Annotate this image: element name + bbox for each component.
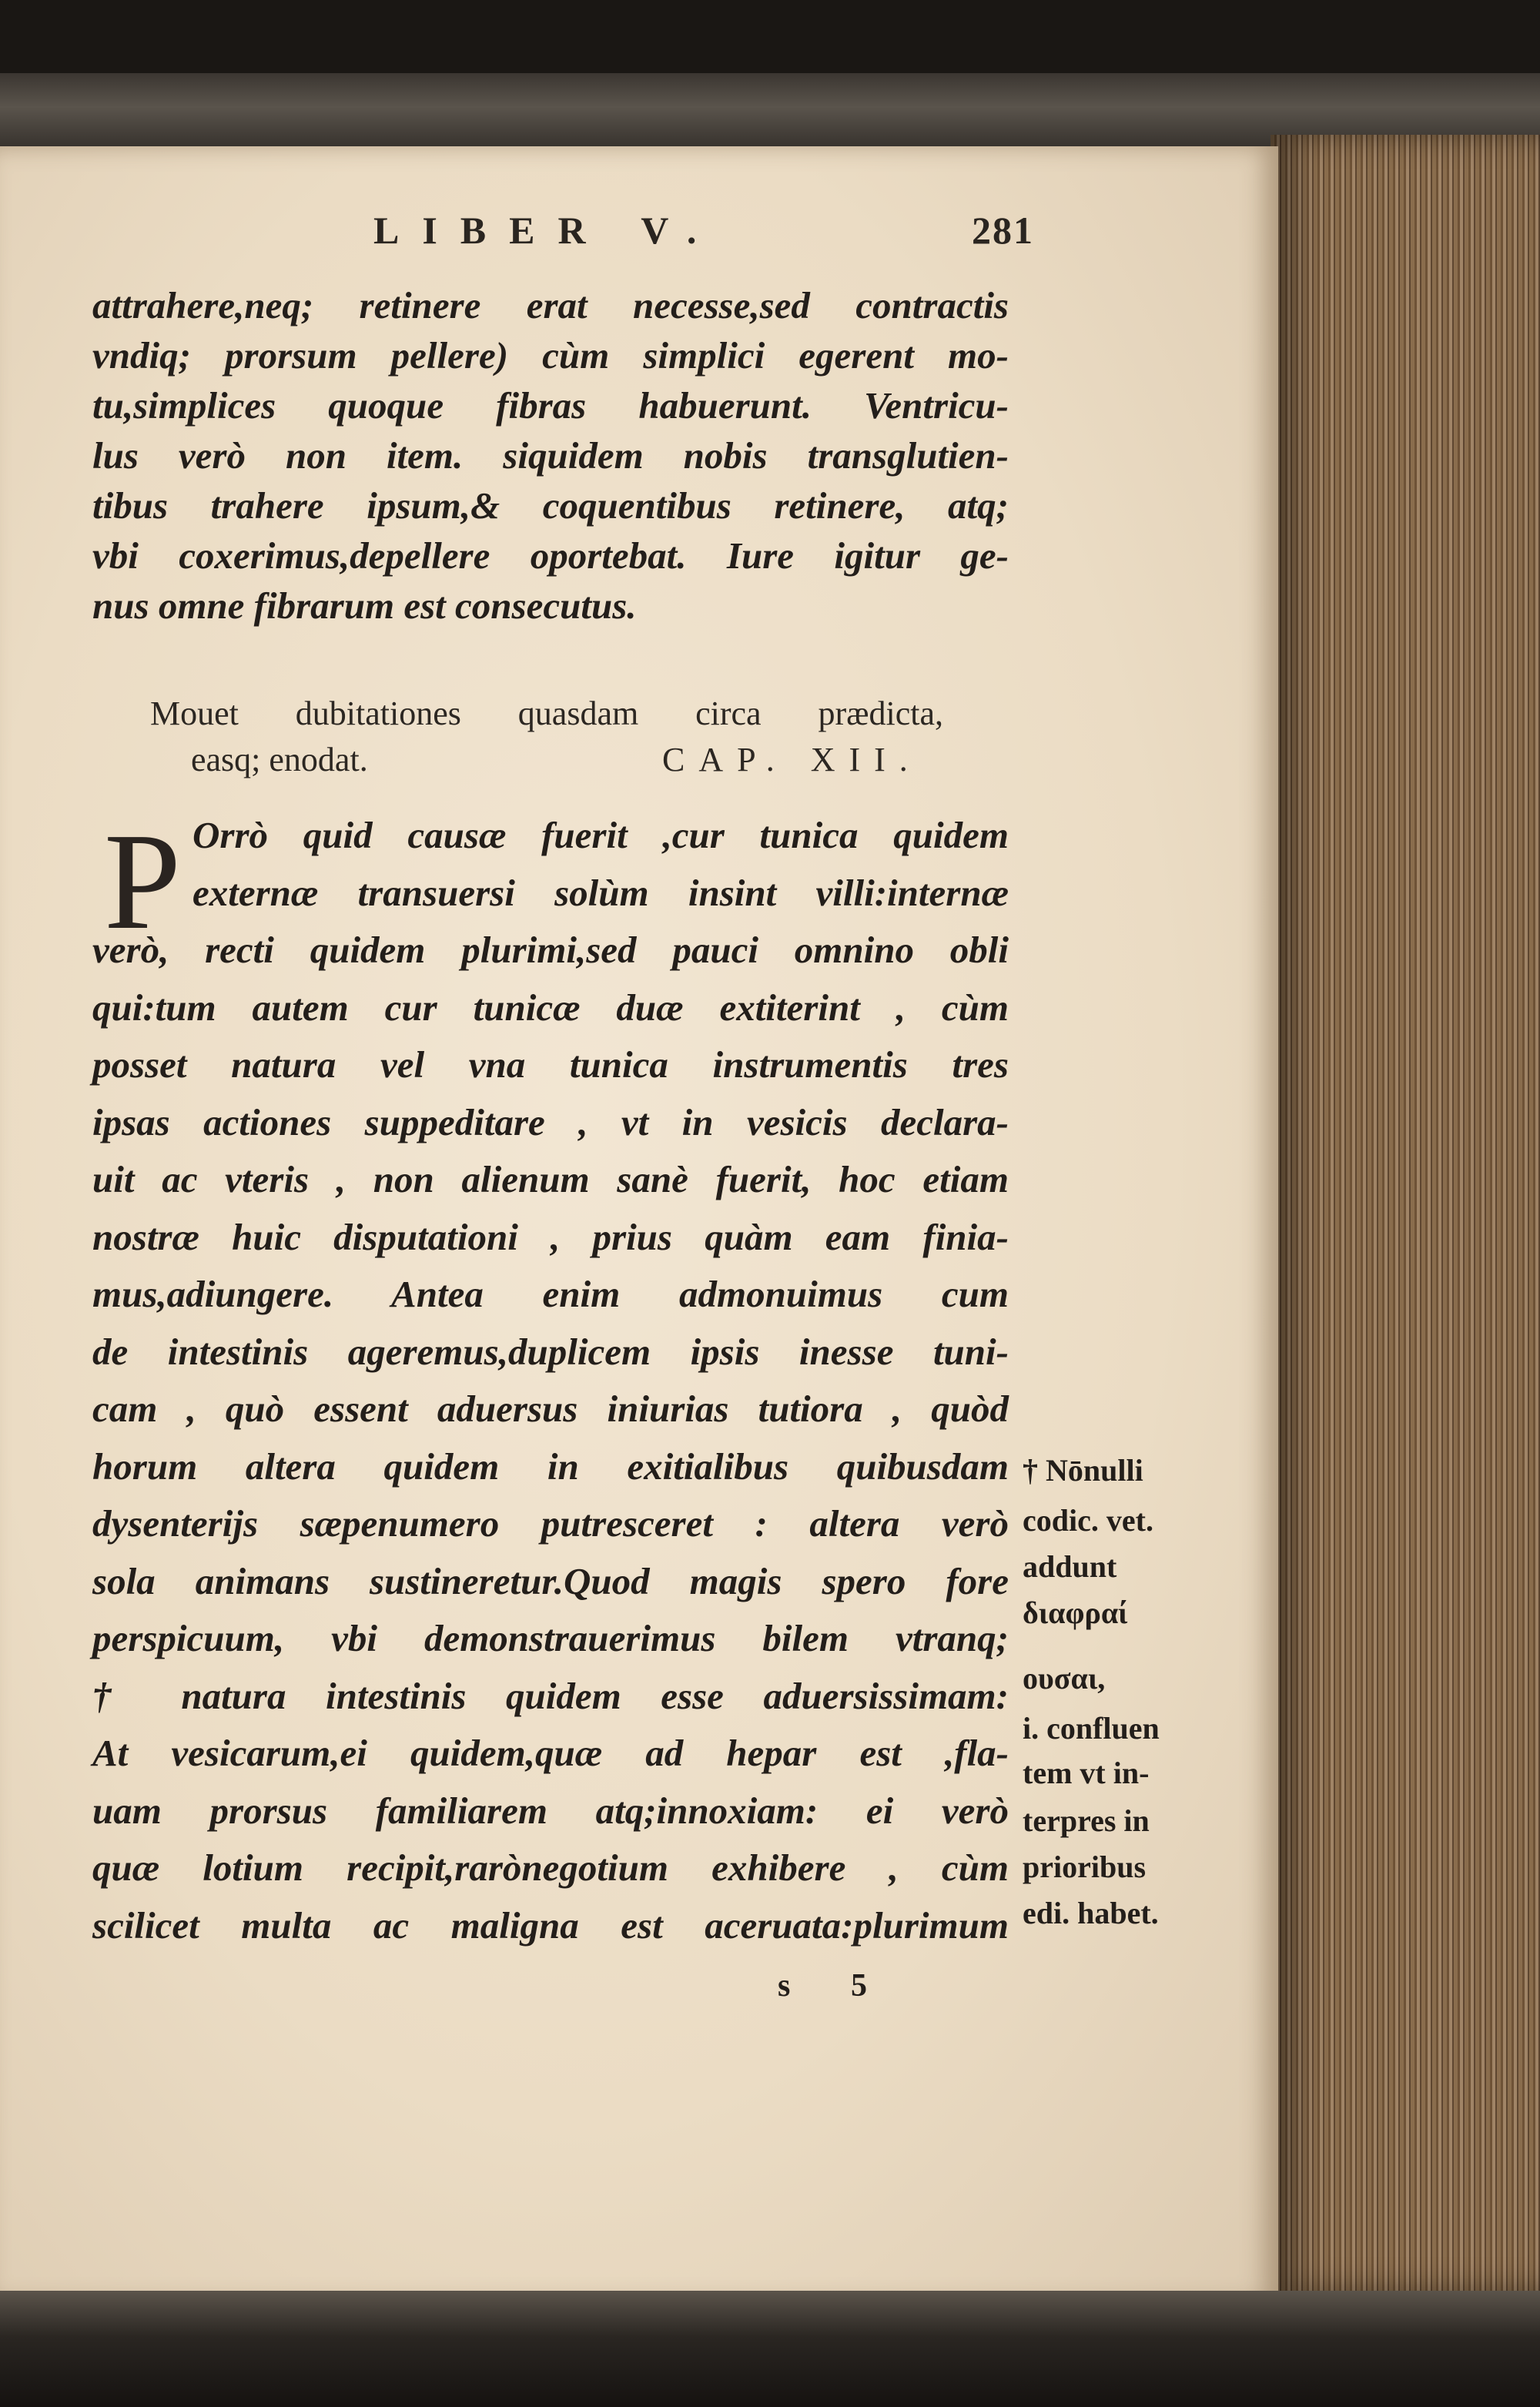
text-line: quæ lotium recipit,rarònegotium exhibere , cùm	[92, 1846, 1009, 1889]
text-line: uit ac vteris , non alienum sanè fuerit, hoc etiam	[92, 1158, 1009, 1200]
book-cover-bottom	[0, 2291, 1540, 2407]
margin-note-line: † Nōnulli	[1023, 1453, 1143, 1488]
text-line: posset natura vel vna tunica instrumentis tres	[92, 1043, 1009, 1086]
text-line: attrahere,neq; retinere erat necesse,sed contractis	[92, 284, 1009, 326]
drop-cap: P	[104, 805, 182, 958]
margin-note-line: διαφραί	[1023, 1595, 1128, 1630]
margin-note-line: ουσαι,	[1023, 1661, 1106, 1696]
page-edges	[1270, 135, 1540, 2291]
text-line: scilicet multa ac maligna est aceruata:plurimum	[92, 1903, 1009, 1947]
text-line: † natura intestinis quidem esse aduersissimam:	[92, 1674, 1009, 1717]
text-line: qui:tum autem cur tunicæ duæ extiterint , cùm	[92, 986, 1009, 1029]
signature-mark: s	[778, 1968, 791, 2004]
text-line: uam prorsus familiarem atq;innoxiam: ei verò	[92, 1789, 1009, 1832]
chapter-summary-line2: easq; enodat.	[191, 741, 368, 778]
margin-note-line: terpres in	[1023, 1803, 1150, 1838]
text-line: perspicuum, vbi demonstrauerimus bilem vtranq;	[92, 1617, 1009, 1659]
margin-note-line: addunt	[1023, 1549, 1117, 1584]
text-line: de intestinis ageremus,duplicem ipsis inesse tuni-	[92, 1330, 1009, 1373]
text-line: ipsas actiones suppeditare , vt in vesicis declara-	[92, 1100, 1009, 1143]
margin-note-line: tem vt in-	[1023, 1756, 1150, 1790]
chapter-summary-line1: Mouet dubitationes quasdam circa prædicta,	[150, 695, 943, 732]
text-line: vndiq; prorsum pellere) cùm simplici egerent mo-	[92, 334, 1009, 377]
signature-mark: 5	[851, 1968, 867, 2004]
text-line: externæ transuersi solùm insint villi:internæ	[192, 871, 1009, 914]
text-line: tu,simplices quoque fibras habuerunt. Ventricu-	[92, 384, 1009, 427]
text-line: vbi coxerimus,depellere oportebat. Iure igitur ge-	[92, 534, 1009, 577]
text-line: Orrò quid causæ fuerit ,cur tunica quidem	[192, 814, 1009, 856]
page-number: 281	[972, 209, 1034, 252]
text-line: nostræ huic disputationi , prius quàm eam finia-	[92, 1215, 1009, 1258]
text-line: nus omne fibrarum est consecutus.	[92, 584, 637, 627]
text-line: At vesicarum,ei quidem,quæ ad hepar est ,fla-	[92, 1732, 1009, 1774]
margin-note-line: i. confluen	[1023, 1711, 1160, 1746]
text-line: verò, recti quidem plurimi,sed pauci omnino obli	[92, 929, 1009, 971]
margin-note-line: edi. habet.	[1023, 1896, 1159, 1930]
text-line: cam , quò essent aduersus iniurias tutiora , quòd	[92, 1388, 1009, 1430]
text-line: tibus trahere ipsum,& coquentibus retinere, atq;	[92, 484, 1009, 527]
margin-note-line: prioribus	[1023, 1850, 1147, 1884]
text-line: mus,adiungere. Antea enim admonuimus cum	[92, 1273, 1009, 1315]
text-line: horum altera quidem in exitialibus quibusdam	[92, 1445, 1009, 1488]
text-line: sola animans sustineretur.Quod magis spero fore	[92, 1559, 1009, 1602]
text-line: lus verò non item. siquidem nobis transglutien-	[92, 434, 1009, 477]
chapter-number: CAP. XII.	[662, 741, 922, 778]
text-line: dysenterijs sæpenumero putresceret : altera verò	[92, 1502, 1009, 1545]
running-head-title: LIBER V.	[373, 209, 720, 252]
margin-note-line: codic. vet.	[1023, 1503, 1153, 1538]
